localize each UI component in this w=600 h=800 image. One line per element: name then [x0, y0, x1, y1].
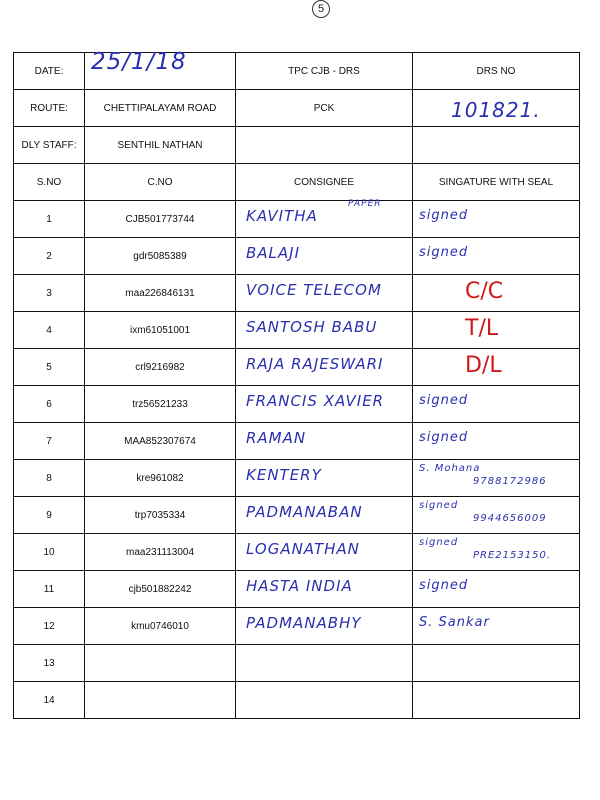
- table-row: [14, 460, 580, 497]
- table-row: [14, 534, 580, 571]
- row-sno: 11: [14, 571, 85, 608]
- column-header-sno: S.NO: [14, 164, 85, 201]
- row-consignee: BALAJI: [246, 244, 301, 262]
- row-signature: T/L: [465, 316, 499, 341]
- row-consignee-cell: [236, 423, 413, 460]
- row-signature-cell: [413, 571, 580, 608]
- row-consignee-cell: [236, 386, 413, 423]
- row-consignee: HASTA INDIA: [246, 577, 353, 595]
- row-sno: 4: [14, 312, 85, 349]
- row-consignee: LOGANATHAN: [246, 540, 360, 558]
- row-consignee-note: PAPER: [348, 199, 382, 209]
- date-cell: [85, 49, 236, 90]
- empty-cell: [413, 127, 580, 164]
- row-consignee-cell: [236, 312, 413, 349]
- row-signature: S. Sankar: [419, 615, 490, 630]
- table-row: [14, 201, 580, 238]
- row-consignee: KAVITHA: [246, 207, 318, 225]
- row-sno: 12: [14, 608, 85, 645]
- delivery-run-sheet: [13, 49, 580, 719]
- row-signature-cell: [413, 608, 580, 645]
- row-cno: trp7035334: [85, 497, 236, 534]
- row-cno: gdr5085389: [85, 238, 236, 275]
- table-row: [14, 275, 580, 312]
- drs-no-value: 101821.: [451, 98, 541, 122]
- row-sno: 2: [14, 238, 85, 275]
- row-consignee: RAMAN: [246, 429, 307, 447]
- table-row: [14, 571, 580, 608]
- row-consignee-cell: [236, 275, 413, 312]
- row-signature-phone: 9944656009: [473, 513, 547, 524]
- table-row: [14, 238, 580, 275]
- row-cno: kre961082: [85, 460, 236, 497]
- company-name: TPC CJB - DRS: [236, 53, 413, 90]
- table-row: [14, 423, 580, 460]
- staff-label: DLY STAFF:: [14, 127, 85, 164]
- route-value: CHETTIPALAYAM ROAD: [85, 90, 236, 127]
- row-consignee-cell: [236, 497, 413, 534]
- row-signature: signed: [419, 500, 459, 511]
- row-consignee: PADMANABHY: [246, 614, 362, 632]
- row-consignee-cell: [236, 460, 413, 497]
- row-consignee-cell: [236, 201, 413, 238]
- route-label: ROUTE:: [14, 90, 85, 127]
- row-signature: signed: [419, 245, 469, 260]
- row-consignee: RAJA RAJESWARI: [246, 355, 384, 373]
- table-row: [14, 386, 580, 423]
- row-consignee-cell: [236, 238, 413, 275]
- row-consignee: PADMANABAN: [246, 503, 363, 521]
- row-signature-cell: [413, 275, 580, 312]
- row-consignee: VOICE TELECOM: [246, 281, 382, 299]
- row-signature-phone: PRE2153150.: [473, 550, 552, 561]
- staff-value: SENTHIL NATHAN: [85, 127, 236, 164]
- column-header-consignee: CONSIGNEE: [236, 164, 413, 201]
- row-sno: 13: [14, 645, 85, 682]
- page-number: 5: [312, 0, 330, 18]
- row-signature: D/L: [465, 353, 502, 378]
- row-cno: maa231113004: [85, 534, 236, 571]
- row-sno: 5: [14, 349, 85, 386]
- row-sno: 9: [14, 497, 85, 534]
- row-consignee-cell: [236, 608, 413, 645]
- row-cno: maa226846131: [85, 275, 236, 312]
- row-cno: MAA852307674: [85, 423, 236, 460]
- row-sno: 8: [14, 460, 85, 497]
- row-signature-cell: [413, 423, 580, 460]
- drs-no-label: DRS NO: [413, 53, 580, 90]
- row-consignee-cell: [236, 682, 413, 719]
- row-consignee: KENTERY: [246, 466, 322, 484]
- row-cno: [85, 682, 236, 719]
- date-value: 25/1/18: [91, 49, 187, 75]
- row-signature-phone: 9788172986: [473, 476, 547, 487]
- date-label: DATE:: [14, 53, 85, 90]
- table-row: [14, 608, 580, 645]
- row-signature-cell: [413, 386, 580, 423]
- row-sno: 1: [14, 201, 85, 238]
- row-cno: ixm61051001: [85, 312, 236, 349]
- row-signature: signed: [419, 537, 459, 548]
- row-cno: CJB501773744: [85, 201, 236, 238]
- row-sno: 14: [14, 682, 85, 719]
- row-signature-cell: [413, 238, 580, 275]
- table-row: [14, 312, 580, 349]
- row-signature-cell: [413, 682, 580, 719]
- row-signature: signed: [419, 430, 469, 445]
- row-consignee-cell: [236, 571, 413, 608]
- row-signature-cell: [413, 645, 580, 682]
- row-signature-cell: [413, 460, 580, 497]
- row-signature-cell: [413, 349, 580, 386]
- row-consignee-cell: [236, 534, 413, 571]
- row-consignee: FRANCIS XAVIER: [246, 392, 385, 410]
- empty-cell: [236, 127, 413, 164]
- row-sno: 3: [14, 275, 85, 312]
- row-cno: kmu0746010: [85, 608, 236, 645]
- row-signature-cell: [413, 201, 580, 238]
- row-signature-cell: [413, 312, 580, 349]
- row-signature: signed: [419, 578, 469, 593]
- row-signature-cell: [413, 497, 580, 534]
- table-row: [14, 645, 580, 682]
- column-header-signature: SINGATURE WITH SEAL: [413, 164, 580, 201]
- drs-no-cell: [413, 90, 580, 127]
- route-code: PCK: [236, 90, 413, 127]
- row-consignee-cell: [236, 349, 413, 386]
- column-header-cno: C.NO: [85, 164, 236, 201]
- table-row: [14, 349, 580, 386]
- table-row: [14, 497, 580, 534]
- row-signature: signed: [419, 393, 469, 408]
- row-sno: 10: [14, 534, 85, 571]
- row-signature: signed: [419, 208, 469, 223]
- row-signature: C/C: [465, 279, 504, 304]
- row-cno: crl9216982: [85, 349, 236, 386]
- row-signature-cell: [413, 534, 580, 571]
- row-sno: 6: [14, 386, 85, 423]
- table-row: [14, 682, 580, 719]
- row-cno: trz56521233: [85, 386, 236, 423]
- row-cno: [85, 645, 236, 682]
- row-sno: 7: [14, 423, 85, 460]
- row-signature: S. Mohana: [419, 463, 481, 474]
- row-consignee-cell: [236, 645, 413, 682]
- row-consignee: SANTOSH BABU: [246, 318, 378, 336]
- row-cno: cjb501882242: [85, 571, 236, 608]
